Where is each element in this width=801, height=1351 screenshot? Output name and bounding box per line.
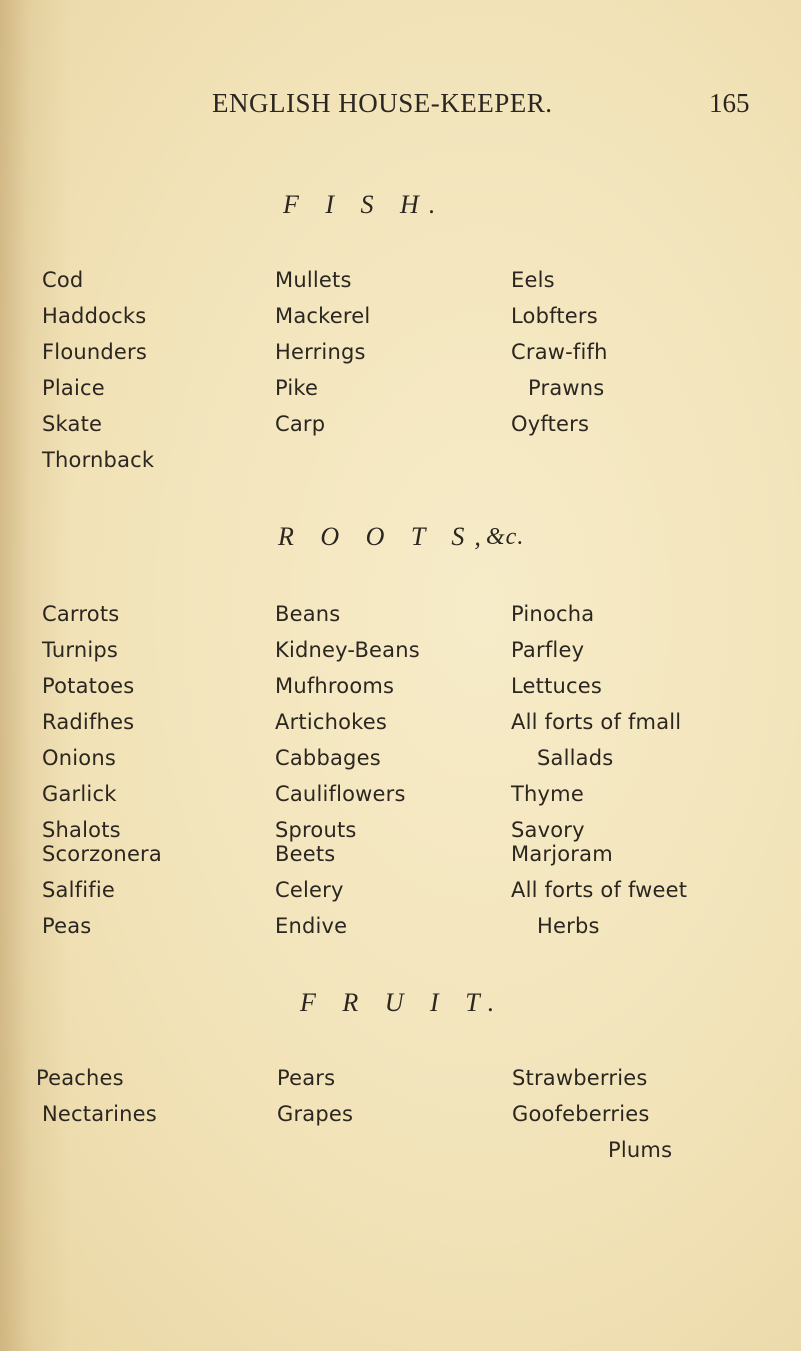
list-item: Kidney-Beans [275, 638, 420, 662]
list-item: Grapes [277, 1102, 354, 1126]
list-item: Thyme [511, 782, 584, 806]
list-item: Oyfters [511, 412, 590, 436]
list-item: Pears [277, 1066, 336, 1090]
list-item: Thornback [42, 448, 155, 472]
list-item: Cauliflowers [275, 782, 406, 806]
fish-heading: F I S H. [283, 190, 446, 219]
list-item: Cod [42, 268, 84, 292]
list-item: Skate [42, 412, 103, 436]
list-item: Eels [511, 268, 555, 292]
list-item: Garlick [42, 782, 117, 806]
page-number: 165 [709, 88, 750, 118]
list-item: Mufhrooms [275, 674, 395, 698]
list-item: Carp [275, 412, 326, 436]
list-item: Artichokes [275, 710, 388, 734]
fruit-heading: F R U I T. [300, 988, 505, 1017]
list-item: Mullets [275, 268, 352, 292]
list-item: Lobfters [511, 304, 598, 328]
list-item: Scorzonera [42, 842, 162, 866]
list-item: Marjoram [511, 842, 613, 866]
list-item: Strawberries [512, 1066, 648, 1090]
list-item: Shalots [42, 818, 121, 842]
list-item: Craw-fifh [511, 340, 608, 364]
list-item: Salfifie [42, 878, 116, 902]
list-item: Potatoes [42, 674, 135, 698]
list-item: Sprouts [275, 818, 357, 842]
list-item: Parfley [511, 638, 585, 662]
list-item: Sallads [537, 746, 614, 770]
list-item: Plaice [42, 376, 105, 400]
list-item: Prawns [528, 376, 605, 400]
list-item: Carrots [42, 602, 120, 626]
list-item: Haddocks [42, 304, 147, 328]
list-item: Mackerel [275, 304, 371, 328]
list-item: All forts of fmall [511, 710, 682, 734]
list-item: Flounders [42, 340, 148, 364]
roots-etc: &c. [486, 524, 525, 550]
list-item: Endive [275, 914, 348, 938]
list-item: Beans [275, 602, 341, 626]
list-item: Peas [42, 914, 92, 938]
list-item: Lettuces [511, 674, 603, 698]
list-item: Cabbages [275, 746, 381, 770]
list-item: Turnips [42, 638, 119, 662]
list-item: Savory [511, 818, 585, 842]
list-item: Plums [608, 1138, 673, 1162]
roots-heading: R O O T S, [278, 522, 491, 551]
list-item: Peaches [36, 1066, 124, 1090]
list-item: Radifhes [42, 710, 135, 734]
list-item: All forts of fweet [511, 878, 688, 902]
list-item: Pinocha [511, 602, 595, 626]
list-item: Herbs [537, 914, 600, 938]
list-item: Herrings [275, 340, 366, 364]
list-item: Goofeberries [512, 1102, 650, 1126]
list-item: Pike [275, 376, 319, 400]
list-item: Nectarines [42, 1102, 157, 1126]
running-header: ENGLISH HOUSE-KEEPER. [212, 88, 553, 118]
list-item: Beets [275, 842, 336, 866]
list-item: Celery [275, 878, 344, 902]
list-item: Onions [42, 746, 116, 770]
